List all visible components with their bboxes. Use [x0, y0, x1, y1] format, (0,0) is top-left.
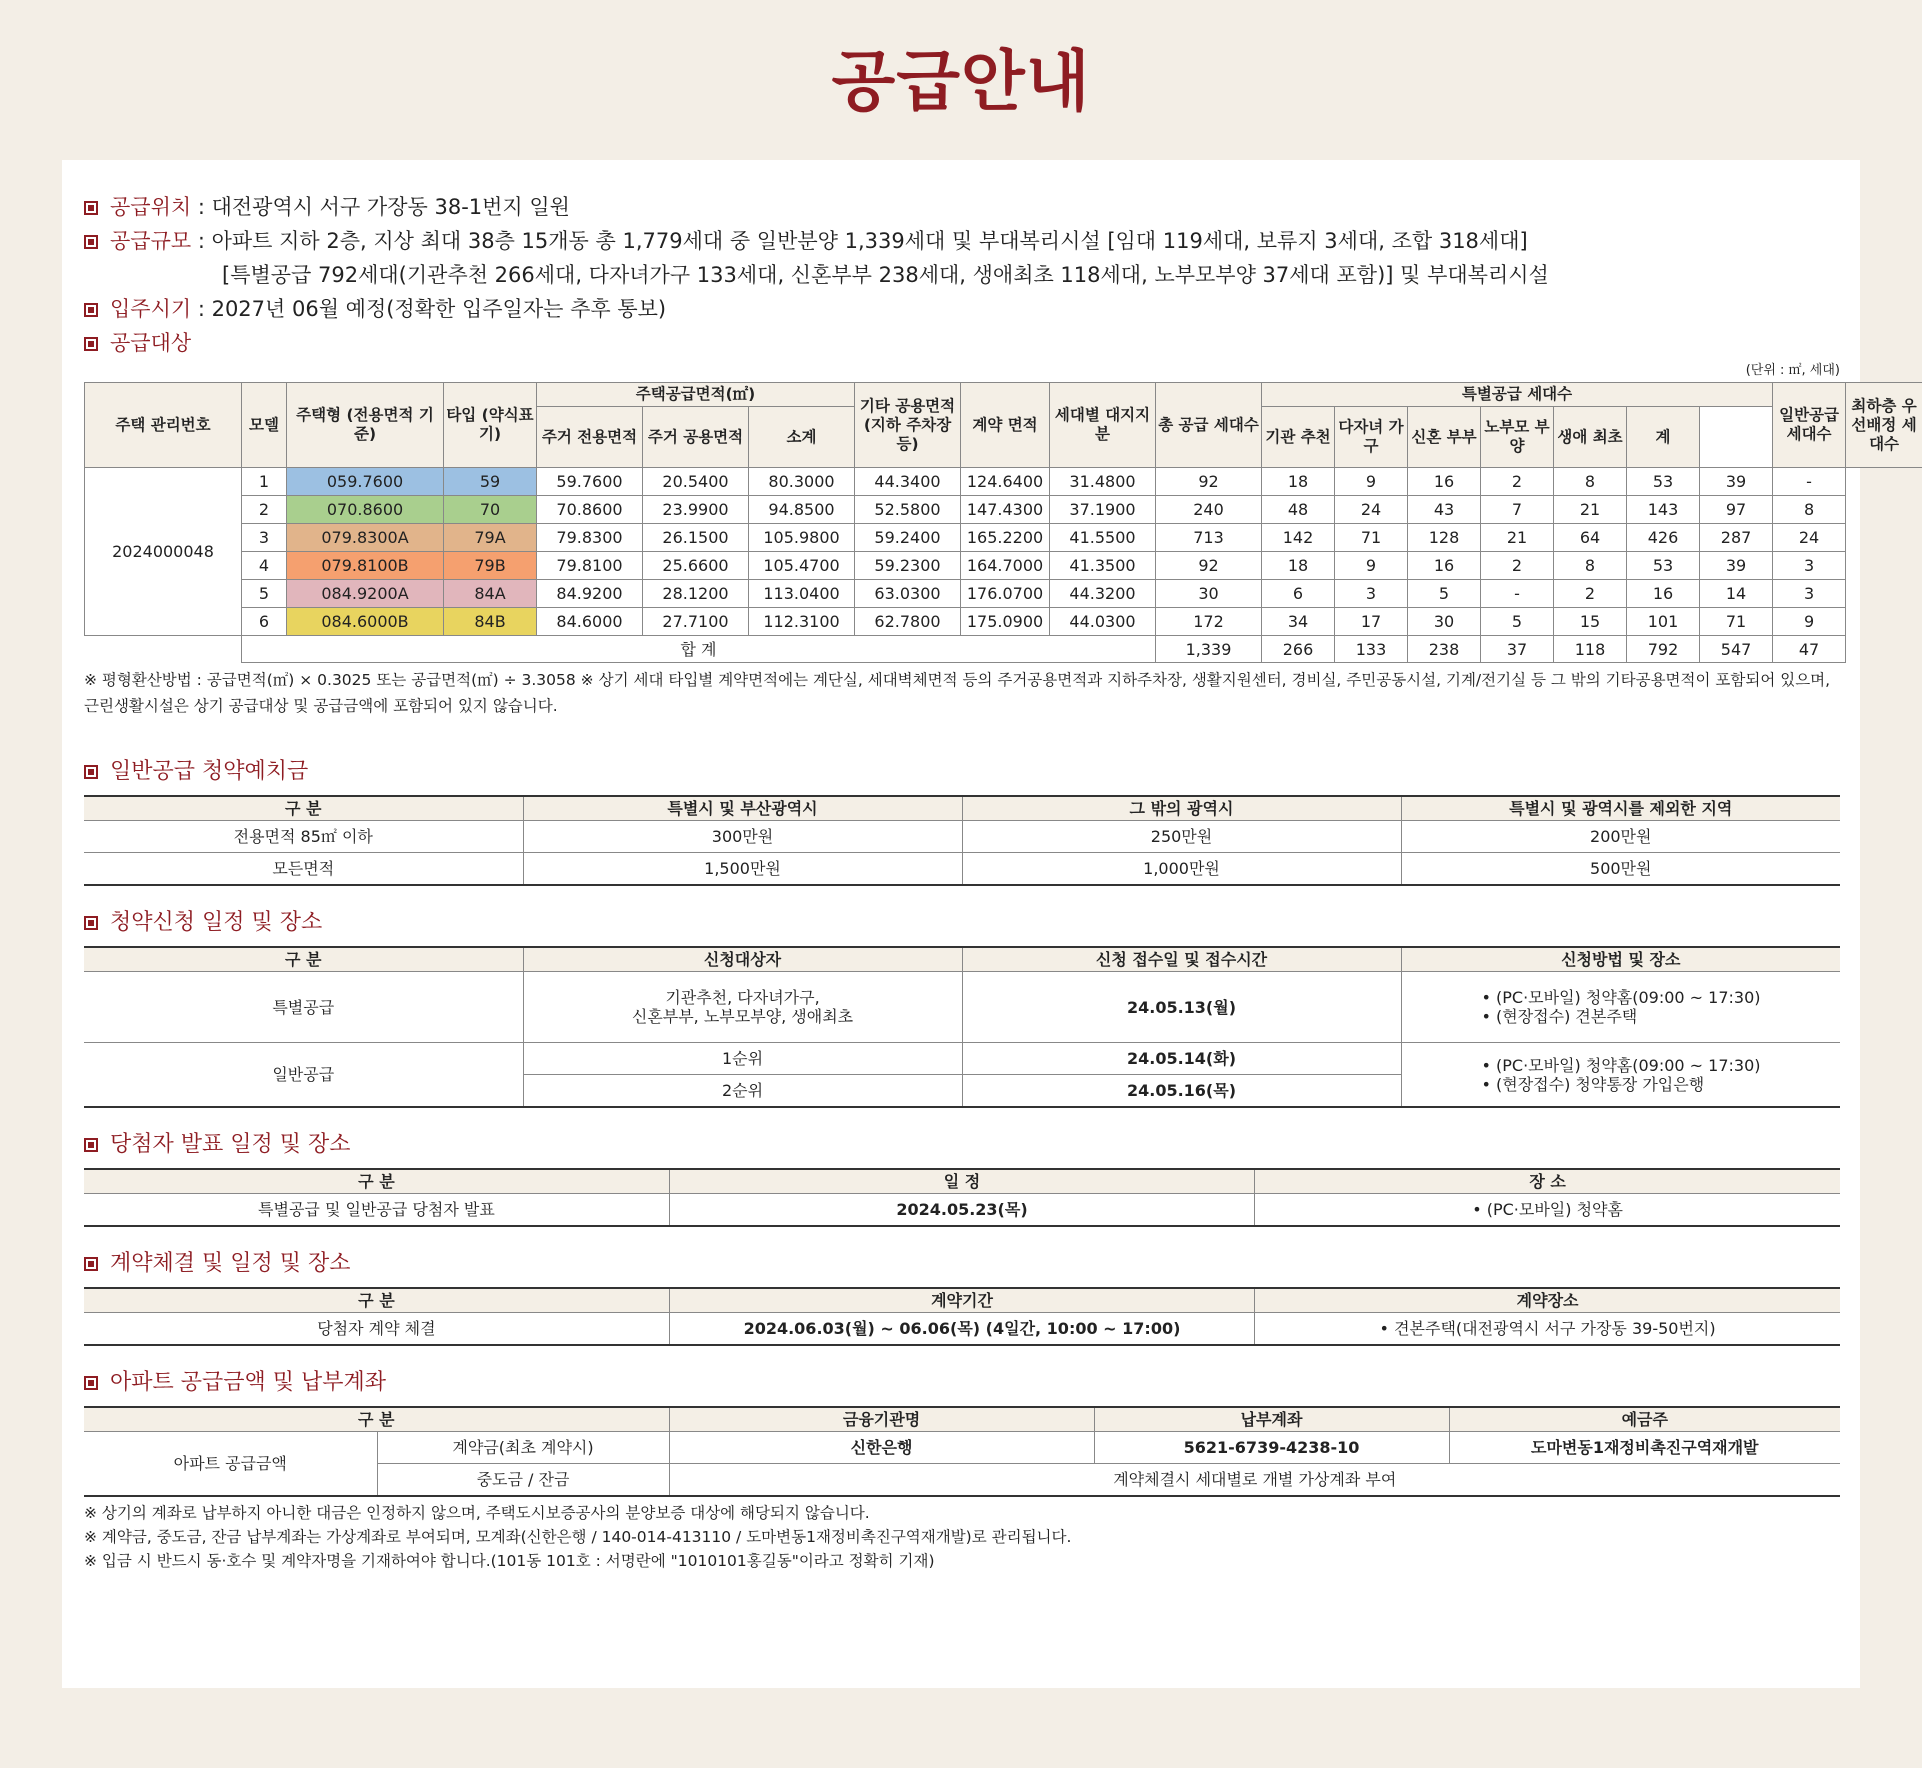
cell-type: 079.8300A: [287, 524, 444, 552]
bullet-square-icon: [84, 765, 98, 779]
cell-general: 14: [1700, 580, 1773, 608]
cell-other: 52.5800: [855, 496, 961, 524]
page-title: 공급안내: [831, 43, 1091, 120]
cell-abbr: 59: [444, 468, 537, 496]
cell-rank2-date: 24.05.16(목): [962, 1075, 1401, 1108]
cell-other: 63.0300: [855, 580, 961, 608]
cell-sub: 112.3100: [749, 608, 855, 636]
cell-special-label: 특별공급: [84, 972, 523, 1043]
section-deposit-label: 일반공급 청약예치금: [110, 759, 309, 784]
cell-supply-price: 아파트 공급금액: [84, 1432, 377, 1497]
total-newlywed: 238: [1408, 636, 1481, 663]
cell-deposit-label: 계약금(최초 계약시): [377, 1432, 669, 1464]
info-scale-value: : 아파트 지하 2층, 지상 최대 38층 15개동 총 1,779세대 중 일반분양 1,339세대 및 부대복리시설 [임대 119세대, 보류지 3세대, 조합 318세대]: [191, 229, 1528, 253]
cell-amount: 200만원: [1401, 821, 1840, 853]
cell-abbr: 84B: [444, 608, 537, 636]
cell-inst: 18: [1262, 468, 1335, 496]
cell-contract-type: 당첨자 계약 체결: [84, 1313, 669, 1346]
th-seoul-busan: 특별시 및 부산광역시: [523, 796, 962, 821]
account-note-2: ※ 계약금, 중도금, 잔금 납부계좌는 가상계좌로 부여되며, 모계좌(신한은행 / 140-014-413110 / 도마변동1재정비촉진구역재개발)로 관리됩니다.: [84, 1528, 1072, 1546]
cell-inst: 34: [1262, 608, 1335, 636]
bullet-square-icon: [84, 1376, 98, 1390]
area-conversion-note: ※ 평형환산방법 : 공급면적(㎡) × 0.3025 또는 공급면적(㎡) ÷ 3.3058 ※ 상기 세대 타입별 계약면적에는 계단실, 세대벽체면적 등의 주거공용면적과 지하주차장, 생활지원센터, 경비실, 주민공동시설, 기계/전기실 등 그 밖의 기타공용면적이 포함되어 있으며, 근린생활시설은 상기 공급대상 및 공급금액에 포함되어 있지 않습니다.: [84, 671, 1831, 715]
cell-special-date: 24.05.13(월): [962, 972, 1401, 1043]
table-row: [84, 853, 1840, 886]
cell-multi: 17: [1335, 608, 1408, 636]
th-supply-area: 주택공급면적(㎡): [537, 383, 855, 407]
th-general-units: 일반공급 세대수: [1773, 383, 1846, 468]
section-account-label: 아파트 공급금액 및 납부계좌: [110, 1370, 387, 1395]
th-special-supply: 특별공급 세대수: [1262, 383, 1773, 407]
th-mgmt-no: 주택 관리번호: [85, 383, 242, 468]
mgmt-number: 2024000048: [85, 468, 242, 636]
total-elder: 37: [1481, 636, 1554, 663]
winners-table: [84, 1168, 1840, 1227]
th-category: 구 분: [84, 1288, 669, 1313]
total-units: 1,339: [1156, 636, 1262, 663]
cell-common: 27.7100: [643, 608, 749, 636]
general-method-line2: • (현장접수) 청약통장 가입은행: [1481, 1074, 1705, 1094]
cell-elder: -: [1481, 580, 1554, 608]
total-first: 118: [1554, 636, 1627, 663]
cell-multi: 3: [1335, 580, 1408, 608]
cell-elder: 2: [1481, 468, 1554, 496]
cell-newlywed: 43: [1408, 496, 1481, 524]
th-common-area: 주거 공용면적: [643, 407, 749, 468]
cell-empty: [85, 636, 242, 663]
th-method: 신청방법 및 장소: [1401, 947, 1840, 972]
cell-land: 37.1900: [1050, 496, 1156, 524]
cell-general: 97: [1700, 496, 1773, 524]
cell-multi: 71: [1335, 524, 1408, 552]
content-panel: [62, 160, 1917, 1688]
cell-holder: 도마변동1재정비촉진구역재개발: [1449, 1432, 1840, 1464]
th-contract-area: 계약 면적: [961, 383, 1050, 468]
cell-general: 39: [1700, 468, 1773, 496]
total-inst: 266: [1262, 636, 1335, 663]
th-type: 주택형 (전용면적 기준): [287, 383, 444, 468]
table-total-row: [85, 636, 1922, 663]
cell-inst: 6: [1262, 580, 1335, 608]
cell-land: 44.3200: [1050, 580, 1156, 608]
th-other-metro: 그 밖의 광역시: [962, 796, 1401, 821]
cell-contract: 176.0700: [961, 580, 1050, 608]
cell-rank2: 2순위: [523, 1075, 962, 1108]
cell-mid-label: 중도금 / 잔금: [377, 1464, 669, 1497]
cell-area: 전용면적 85㎡ 이하: [84, 821, 523, 853]
th-place: 장 소: [1255, 1169, 1840, 1194]
cell-first: 15: [1554, 608, 1627, 636]
unit-note: (단위 : ㎡, 세대): [1745, 363, 1840, 378]
cell-lowest: 9: [1773, 608, 1846, 636]
section-contract-title: [84, 1249, 1840, 1279]
cell-first: 8: [1554, 468, 1627, 496]
cell-amount: 1,000만원: [962, 853, 1401, 886]
th-subtotal: 소계: [749, 407, 855, 468]
table-row: [84, 1194, 1840, 1227]
cell-excl: 59.7600: [537, 468, 643, 496]
cell-bank: 신한은행: [669, 1432, 1094, 1464]
table-row: [84, 1432, 1840, 1464]
table-row: [84, 1313, 1840, 1346]
th-account: 납부계좌: [1094, 1407, 1449, 1432]
info-target: [84, 326, 1840, 360]
table-row: [84, 972, 1840, 1043]
content-inner: [84, 190, 1917, 1573]
cell-elder: 5: [1481, 608, 1554, 636]
cell-newlywed: 30: [1408, 608, 1481, 636]
cell-abbr: 70: [444, 496, 537, 524]
special-method-line2: • (현장접수) 견본주택: [1481, 1007, 1638, 1026]
special-target-line2: 신혼부부, 노부모부양, 생애최초: [631, 1007, 854, 1026]
special-method-line1: • (PC·모바일) 청약홈(09:00 ~ 17:30): [1481, 988, 1761, 1007]
cell-abbr: 84A: [444, 580, 537, 608]
table-row: [85, 468, 1922, 496]
info-location-value: : 대전광역시 서구 가장동 38-1번지 일원: [191, 195, 570, 219]
cell-account-no: 5621-6739-4238-10: [1094, 1432, 1449, 1464]
th-date: 신청 접수일 및 접수시간: [962, 947, 1401, 972]
cell-model: 1: [242, 468, 287, 496]
th-lowest-floor: 최하층 우선배정 세대수: [1846, 383, 1922, 468]
cell-land: 44.0300: [1050, 608, 1156, 636]
cell-lowest: -: [1773, 468, 1846, 496]
th-other-common: 기타 공용면적 (지하 주차장 등): [855, 383, 961, 468]
cell-abbr: 79A: [444, 524, 537, 552]
th-first-time: 생애 최초: [1554, 407, 1627, 468]
info-target-label: 공급대상: [110, 331, 192, 355]
cell-other: 59.2400: [855, 524, 961, 552]
cell-sum: 101: [1627, 608, 1700, 636]
cell-model: 4: [242, 552, 287, 580]
table-row: [85, 608, 1922, 636]
bullet-square-icon: [84, 1138, 98, 1152]
cell-common: 20.5400: [643, 468, 749, 496]
cell-first: 64: [1554, 524, 1627, 552]
section-schedule-title: [84, 908, 1840, 938]
cell-general: 39: [1700, 552, 1773, 580]
th-category: 구 분: [84, 1169, 669, 1194]
cell-excl: 70.8600: [537, 496, 643, 524]
cell-inst: 48: [1262, 496, 1335, 524]
th-multi-child: 다자녀 가구: [1335, 407, 1408, 468]
th-land-share: 세대별 대지지분: [1050, 383, 1156, 468]
table-row: [85, 524, 1922, 552]
general-method-line1: • (PC·모바일) 청약홈(09:00 ~ 17:30): [1481, 1055, 1761, 1075]
cell-amount: 1,500만원: [523, 853, 962, 886]
cell-model: 2: [242, 496, 287, 524]
th-category: 구 분: [84, 796, 523, 821]
bullet-square-icon: [84, 303, 98, 317]
info-location-label: 공급위치: [110, 195, 192, 219]
cell-contract: 147.4300: [961, 496, 1050, 524]
cell-sub: 105.4700: [749, 552, 855, 580]
cell-special-target: [523, 972, 962, 1043]
th-applicant: 신청대상자: [523, 947, 962, 972]
cell-lowest: 3: [1773, 580, 1846, 608]
schedule-table: [84, 946, 1840, 1108]
th-total-units: 총 공급 세대수: [1156, 383, 1262, 468]
info-move-label: 입주시기: [110, 297, 192, 321]
cell-sub: 105.9800: [749, 524, 855, 552]
cell-type: 079.8100B: [287, 552, 444, 580]
account-note-1: ※ 상기의 계좌로 납부하지 아니한 대금은 인정하지 않으며, 주택도시보증공사의 분양보증 대상에 해당되지 않습니다.: [84, 1504, 870, 1522]
cell-sub: 80.3000: [749, 468, 855, 496]
cell-type: 084.6000B: [287, 608, 444, 636]
cell-amount: 300만원: [523, 821, 962, 853]
cell-sum: 16: [1627, 580, 1700, 608]
bullet-square-icon: [84, 337, 98, 351]
cell-contract-period: 2024.06.03(월) ~ 06.06(목) (4일간, 10:00 ~ 17:00): [669, 1313, 1254, 1346]
table-row: [84, 1043, 1840, 1075]
bullet-square-icon: [84, 916, 98, 930]
cell-model: 6: [242, 608, 287, 636]
cell-total: 92: [1156, 468, 1262, 496]
cell-contract-place: • 견본주택(대전광역시 서구 가장동 39-50번지): [1255, 1313, 1840, 1346]
table-row: [85, 552, 1922, 580]
cell-general: 71: [1700, 608, 1773, 636]
cell-multi: 9: [1335, 552, 1408, 580]
bullet-square-icon: [84, 235, 98, 249]
cell-elder: 2: [1481, 552, 1554, 580]
cell-rank1-date: 24.05.14(화): [962, 1043, 1401, 1075]
table-row: [85, 496, 1922, 524]
th-model: 모델: [242, 383, 287, 468]
info-location: [84, 190, 1840, 224]
cell-type: 084.9200A: [287, 580, 444, 608]
cell-common: 23.9900: [643, 496, 749, 524]
cell-amount: 500만원: [1401, 853, 1840, 886]
total-label: 합 계: [242, 636, 1156, 663]
cell-announce-place: • (PC·모바일) 청약홈: [1255, 1194, 1840, 1227]
section-winners-title: [84, 1130, 1840, 1160]
cell-rank1: 1순위: [523, 1043, 962, 1075]
cell-total: 713: [1156, 524, 1262, 552]
cell-total: 92: [1156, 552, 1262, 580]
table-row: [84, 821, 1840, 853]
cell-excl: 79.8300: [537, 524, 643, 552]
total-general: 547: [1700, 636, 1773, 663]
th-institution: 기관 추천: [1262, 407, 1335, 468]
section-winners-label: 당첨자 발표 일정 및 장소: [110, 1132, 351, 1157]
info-scale: [84, 224, 1840, 258]
cell-sum: 143: [1627, 496, 1700, 524]
cell-contract: 175.0900: [961, 608, 1050, 636]
table-row: [85, 580, 1922, 608]
cell-sub: 113.0400: [749, 580, 855, 608]
contract-table: [84, 1287, 1840, 1346]
cell-general-label: 일반공급: [84, 1043, 523, 1108]
supply-target-table: [84, 382, 1922, 663]
section-schedule-label: 청약신청 일정 및 장소: [110, 910, 323, 935]
cell-mid-value: 계약체결시 세대별로 개별 가상계좌 부여: [669, 1464, 1840, 1497]
th-category: 구 분: [84, 947, 523, 972]
th-special-sum: 계: [1627, 407, 1700, 468]
cell-lowest: 3: [1773, 552, 1846, 580]
cell-land: 41.5500: [1050, 524, 1156, 552]
cell-newlywed: 16: [1408, 552, 1481, 580]
cell-first: 21: [1554, 496, 1627, 524]
total-sum: 792: [1627, 636, 1700, 663]
cell-type: 070.8600: [287, 496, 444, 524]
cell-contract: 165.2200: [961, 524, 1050, 552]
cell-excl: 84.9200: [537, 580, 643, 608]
cell-first: 8: [1554, 552, 1627, 580]
special-target-line1: 기관추천, 다자녀가구,: [665, 988, 820, 1007]
th-elder-support: 노부모 부양: [1481, 407, 1554, 468]
cell-contract: 124.6400: [961, 468, 1050, 496]
cell-sub: 94.8500: [749, 496, 855, 524]
cell-total: 30: [1156, 580, 1262, 608]
cell-elder: 21: [1481, 524, 1554, 552]
cell-lowest: 8: [1773, 496, 1846, 524]
th-holder: 예금주: [1449, 1407, 1840, 1432]
deposit-table: [84, 795, 1840, 886]
info-scale-line2: [특별공급 792세대(기관추천 266세대, 다자녀가구 133세대, 신혼부부 238세대, 생애최초 118세대, 노부모부양 37세대 포함)] 및 부대복리시설: [222, 263, 1549, 287]
total-multi: 133: [1335, 636, 1408, 663]
th-contract-place: 계약장소: [1255, 1288, 1840, 1313]
cell-abbr: 79B: [444, 552, 537, 580]
cell-inst: 142: [1262, 524, 1335, 552]
info-scale-label: 공급규모: [110, 229, 192, 253]
info-move-value: : 2027년 06월 예정(정확한 입주일자는 추후 통보): [191, 297, 667, 321]
cell-other: 59.2300: [855, 552, 961, 580]
cell-general: 287: [1700, 524, 1773, 552]
bullet-square-icon: [84, 201, 98, 215]
section-deposit-title: [84, 757, 1840, 787]
cell-lowest: 24: [1773, 524, 1846, 552]
th-newlywed: 신혼 부부: [1408, 407, 1481, 468]
th-category: 구 분: [84, 1407, 669, 1432]
th-bank: 금융기관명: [669, 1407, 1094, 1432]
cell-multi: 24: [1335, 496, 1408, 524]
cell-area: 모든면적: [84, 853, 523, 886]
cell-elder: 7: [1481, 496, 1554, 524]
cell-common: 28.1200: [643, 580, 749, 608]
cell-common: 25.6600: [643, 552, 749, 580]
th-contract-period: 계약기간: [669, 1288, 1254, 1313]
cell-multi: 9: [1335, 468, 1408, 496]
cell-other: 44.3400: [855, 468, 961, 496]
cell-model: 3: [242, 524, 287, 552]
cell-inst: 18: [1262, 552, 1335, 580]
info-move-in: [84, 292, 1840, 326]
th-exclusive-area: 주거 전용면적: [537, 407, 643, 468]
cell-land: 31.4800: [1050, 468, 1156, 496]
cell-announce-date: 2024.05.23(목): [669, 1194, 1254, 1227]
th-schedule: 일 정: [669, 1169, 1254, 1194]
cell-total: 240: [1156, 496, 1262, 524]
bullet-square-icon: [84, 1257, 98, 1271]
cell-total: 172: [1156, 608, 1262, 636]
cell-contract: 164.7000: [961, 552, 1050, 580]
cell-sum: 426: [1627, 524, 1700, 552]
cell-other: 62.7800: [855, 608, 961, 636]
cell-excl: 79.8100: [537, 552, 643, 580]
cell-land: 41.3500: [1050, 552, 1156, 580]
cell-sum: 53: [1627, 552, 1700, 580]
account-note-3: ※ 입금 시 반드시 동·호수 및 계약자명을 기재하여야 합니다.(101동 101호 : 서명란에 "1010101홍길동"이라고 정확히 기재): [84, 1552, 935, 1570]
section-account-title: [84, 1368, 1840, 1398]
cell-model: 5: [242, 580, 287, 608]
cell-general-method: [1401, 1043, 1840, 1108]
cell-amount: 250만원: [962, 821, 1401, 853]
cell-special-method: [1401, 972, 1840, 1043]
cell-type: 059.7600: [287, 468, 444, 496]
cell-newlywed: 16: [1408, 468, 1481, 496]
th-abbr: 타입 (약식표기): [444, 383, 537, 468]
cell-newlywed: 128: [1408, 524, 1481, 552]
account-table: [84, 1406, 1840, 1497]
section-contract-label: 계약체결 및 일정 및 장소: [110, 1251, 351, 1276]
cell-sum: 53: [1627, 468, 1700, 496]
th-other-region: 특별시 및 광역시를 제외한 지역: [1401, 796, 1840, 821]
total-lowest: 47: [1773, 636, 1846, 663]
cell-excl: 84.6000: [537, 608, 643, 636]
cell-common: 26.1500: [643, 524, 749, 552]
cell-announce: 특별공급 및 일반공급 당첨자 발표: [84, 1194, 669, 1227]
cell-first: 2: [1554, 580, 1627, 608]
cell-newlywed: 5: [1408, 580, 1481, 608]
